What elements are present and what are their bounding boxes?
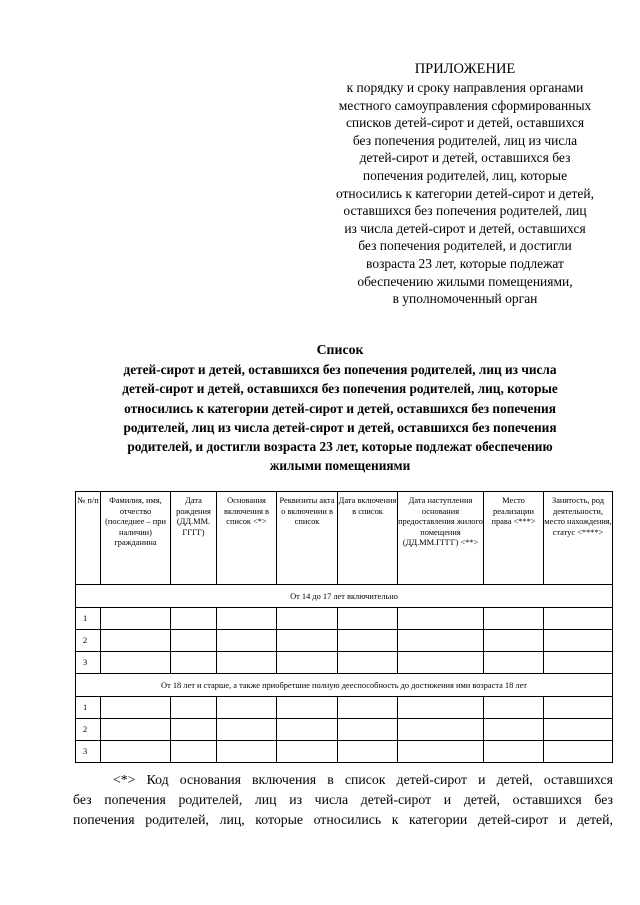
table-cell — [484, 741, 544, 763]
table-cell — [217, 719, 277, 741]
table-cell — [398, 652, 484, 674]
footnote-line: без попечения родителей, лиц из числа детей-сирот и детей, оставшихся без — [73, 792, 613, 807]
section-row — [76, 585, 613, 608]
column-header: Основания включения в список <*> — [217, 492, 277, 585]
column-header: Занятость, род деятельности, место нахождения, статус <****> — [544, 492, 613, 585]
row-number: 1 — [76, 608, 101, 630]
table-cell — [398, 608, 484, 630]
title-line: относились к категории детей-сирот и детей, оставшихся без попечения — [124, 400, 556, 416]
table-cell — [277, 719, 338, 741]
table-cell — [277, 630, 338, 652]
row-number: 3 — [76, 741, 101, 763]
column-header: Дата включения в список — [338, 492, 398, 585]
table-cell — [544, 719, 613, 741]
table-cell — [101, 608, 171, 630]
table-cell — [484, 697, 544, 719]
table-row — [76, 719, 613, 741]
appendix-line: в уполномоченный орган — [392, 291, 538, 307]
appendix-line: без попечения родителей, и достигли — [358, 238, 572, 254]
table-cell — [171, 608, 217, 630]
table-cell — [338, 652, 398, 674]
appendix-heading: ПРИЛОЖЕНИЕ — [414, 61, 516, 77]
appendix-line: списков детей-сирот и детей, оставшихся — [345, 115, 585, 131]
section-label: От 18 лет и старше, а также приобретшие полную дееспособность до достижения ими возраста 18 лет — [76, 674, 613, 697]
registry-table — [75, 491, 613, 763]
column-header: Реквизиты акта о включении в список — [277, 492, 338, 585]
appendix-line: без попечения родителей, лиц из числа — [352, 132, 578, 148]
table-cell — [544, 630, 613, 652]
title-heading: Список — [316, 342, 364, 357]
table-cell — [101, 630, 171, 652]
table-cell — [338, 630, 398, 652]
table-cell — [544, 608, 613, 630]
table-cell — [171, 697, 217, 719]
table-cell — [171, 741, 217, 763]
row-number: 1 — [76, 697, 101, 719]
table-cell — [171, 652, 217, 674]
table-cell — [484, 630, 544, 652]
table-cell — [277, 697, 338, 719]
appendix-block — [300, 60, 630, 308]
appendix-line: местного самоуправления сформированных — [338, 97, 592, 113]
table-cell — [338, 719, 398, 741]
table-cell — [398, 697, 484, 719]
table-cell — [217, 697, 277, 719]
title-line: детей-сирот и детей, оставшихся без попечения родителей, лиц, которые — [122, 381, 558, 397]
table-cell — [544, 697, 613, 719]
table-cell — [338, 608, 398, 630]
table-row — [76, 630, 613, 652]
table-cell — [217, 608, 277, 630]
table-cell — [484, 652, 544, 674]
row-number: 3 — [76, 652, 101, 674]
table-row — [76, 697, 613, 719]
appendix-line: попечения родителей, лиц, которые — [362, 167, 568, 183]
table-cell — [277, 741, 338, 763]
table-cell — [398, 741, 484, 763]
title-line: жилыми помещениями — [269, 458, 411, 474]
title-line: детей-сирот и детей, оставшихся без попечения родителей, лиц из числа — [123, 362, 557, 378]
table-row — [76, 652, 613, 674]
section-row — [76, 674, 613, 697]
row-number: 2 — [76, 630, 101, 652]
column-header: Место реализации права <***> — [484, 492, 544, 585]
footnote — [73, 770, 613, 830]
appendix-line: из числа детей-сирот и детей, оставшихся — [344, 220, 586, 236]
table-cell — [101, 719, 171, 741]
table-cell — [171, 630, 217, 652]
appendix-line: относились к категории детей-сирот и детей, — [335, 185, 595, 201]
title-line: родителей, и достигли возраста 23 лет, которые подлежат обеспечению — [127, 439, 553, 455]
table-cell — [217, 741, 277, 763]
column-header: Дата наступления основания предоставления жилого помещения (ДД.ММ.ГГГГ) <**> — [398, 492, 484, 585]
table-cell — [101, 652, 171, 674]
title-line: родителей, лиц из числа детей-сирот и детей, оставшихся без попечения — [123, 419, 557, 435]
appendix-line: возраста 23 лет, которые подлежат — [366, 255, 564, 271]
table-cell — [338, 697, 398, 719]
column-header: Фамилия, имя, отчество (последнее – при наличии) гражданина — [101, 492, 171, 585]
row-number: 2 — [76, 719, 101, 741]
table-cell — [101, 741, 171, 763]
column-header: Дата рождения (ДД.ММ. ГГГГ) — [171, 492, 217, 585]
document-title — [40, 340, 640, 475]
table-row — [76, 608, 613, 630]
table-cell — [544, 741, 613, 763]
appendix-line: обеспечению жилыми помещениями, — [357, 273, 573, 289]
table-row — [76, 741, 613, 763]
table-cell — [217, 630, 277, 652]
table-cell — [484, 608, 544, 630]
table-cell — [217, 652, 277, 674]
footnote-line: попечения родителей, лиц, которые относились к категории детей-сирот и детей, — [73, 812, 613, 827]
table-cell — [277, 652, 338, 674]
appendix-line: детей-сирот и детей, оставшихся без — [359, 150, 571, 166]
table-header-row — [76, 492, 613, 585]
table-cell — [101, 697, 171, 719]
appendix-line: к порядку и сроку направления органами — [346, 80, 584, 95]
appendix-line: оставшихся без попечения родителей, лиц — [343, 203, 587, 219]
table-cell — [398, 630, 484, 652]
table-cell — [171, 719, 217, 741]
table-cell — [398, 719, 484, 741]
footnote-line: <*> Код основания включения в список детей-сирот и детей, оставшихся — [113, 772, 613, 787]
table-cell — [277, 608, 338, 630]
section-label: От 14 до 17 лет включительно — [76, 585, 613, 608]
table-cell — [544, 652, 613, 674]
table-cell — [338, 741, 398, 763]
table-cell — [484, 719, 544, 741]
column-header: № п/п — [76, 492, 101, 585]
